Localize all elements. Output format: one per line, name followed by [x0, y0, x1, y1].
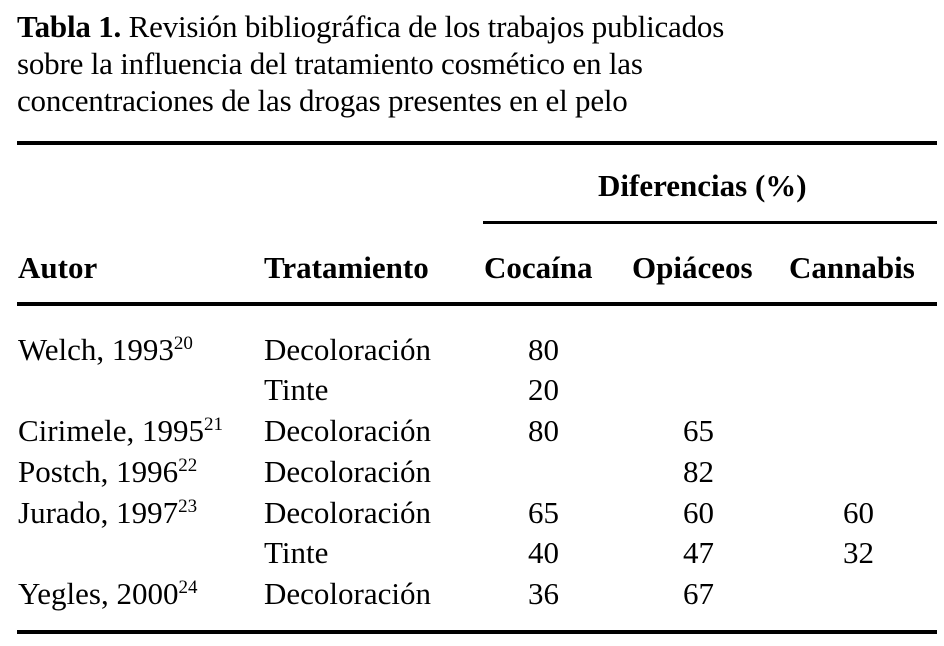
column-header-autor: Autor: [18, 250, 98, 285]
autor-cell: Postch, 1996$^{22}$: [18, 454, 198, 489]
tratamiento-cell: Decoloración: [264, 454, 431, 489]
autor-cell: Yegles, 2000$^{24}$: [18, 576, 198, 611]
cannabis-cell: 60: [843, 495, 874, 530]
group-rule: [483, 221, 937, 224]
top-rule: [17, 141, 937, 145]
reference: 20: [173, 333, 193, 354]
autor-cell: Welch, 1993$^{20}$: [18, 332, 193, 367]
column-header-cannabis: Cannabis: [789, 250, 915, 285]
opiaceos-cell: 65: [683, 413, 714, 448]
reference: 22: [178, 455, 198, 476]
tratamiento-cell: Decoloración: [264, 495, 431, 530]
autor-cell: Jurado, 1997$^{23}$: [18, 495, 198, 530]
cocaina-cell: 36: [528, 576, 559, 611]
caption-text-1: Revisión bibliográfica de los trabajos publicados: [121, 9, 725, 44]
opiaceos-cell: 67: [683, 576, 714, 611]
tratamiento-cell: Decoloración: [264, 576, 431, 611]
cocaina-cell: 65: [528, 495, 559, 530]
cocaina-cell: 20: [528, 372, 559, 407]
caption-label: Tabla 1.: [17, 9, 122, 44]
caption-line-3: concentraciones de las drogas presentes en el pelo: [17, 83, 628, 118]
reference: 21: [203, 414, 223, 435]
cocaina-cell: 40: [528, 535, 559, 570]
cocaina-cell: 80: [528, 332, 559, 367]
column-header-opiaceos: Opiáceos: [632, 250, 753, 285]
tratamiento-cell: Tinte: [264, 372, 329, 407]
opiaceos-cell: 82: [683, 454, 714, 489]
bottom-rule: [17, 630, 937, 634]
autor-cell: Cirimele, 1995$^{21}$: [18, 413, 223, 448]
opiaceos-cell: 47: [683, 535, 714, 570]
table-caption: [17, 8, 937, 119]
caption-line-1: [17, 8, 937, 45]
column-header-cocaina: Cocaína: [484, 250, 593, 285]
cannabis-cell: 32: [843, 535, 874, 570]
header-rule: [17, 302, 937, 306]
tratamiento-cell: Decoloración: [264, 413, 431, 448]
reference: 24: [178, 577, 198, 598]
opiaceos-cell: 60: [683, 495, 714, 530]
caption-line-2: sobre la influencia del tratamiento cosmético en las: [17, 46, 643, 81]
reference: 23: [178, 496, 198, 517]
tratamiento-cell: Tinte: [264, 535, 329, 570]
cocaina-cell: 80: [528, 413, 559, 448]
group-header: Diferencias (%): [598, 168, 807, 203]
column-header-tratamiento: Tratamiento: [264, 250, 429, 285]
tratamiento-cell: Decoloración: [264, 332, 431, 367]
